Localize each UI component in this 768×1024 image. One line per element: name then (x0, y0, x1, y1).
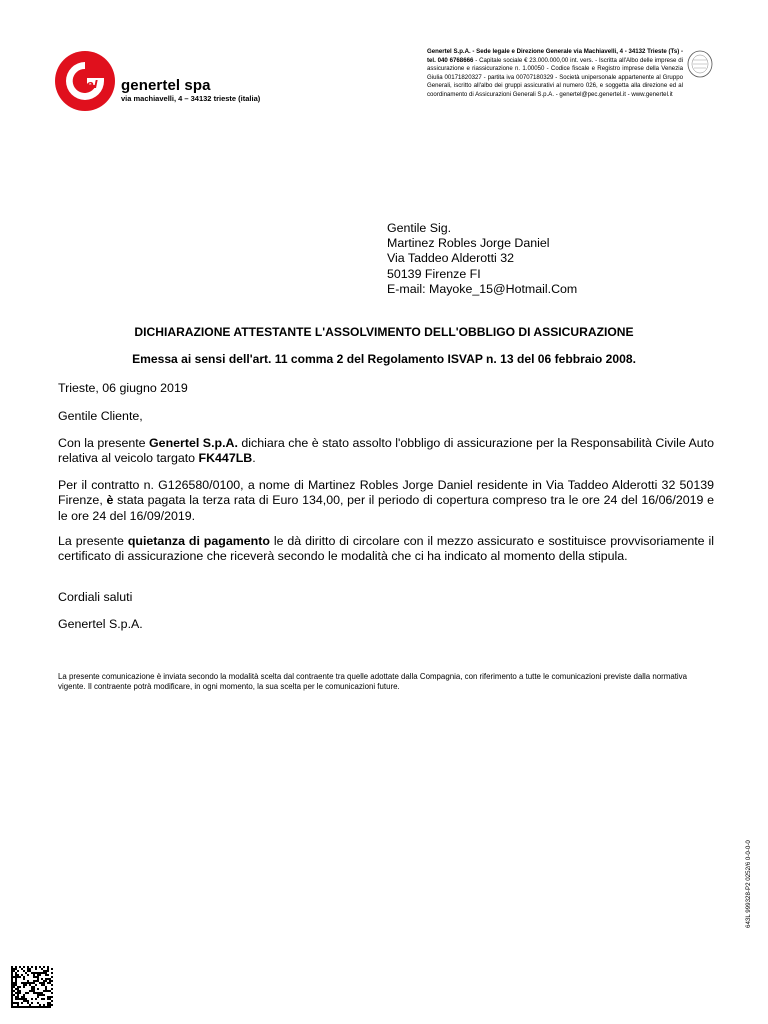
p2-text-a: Per il contratto n. G126580/0100, a nome di Martinez Robles Jorge Daniel residente in Via Taddeo Alderotti 32 50139 Firenze, (58, 478, 714, 508)
stamp-seal-icon (687, 49, 713, 79)
logo-mark (54, 50, 116, 112)
paragraph-receipt (58, 534, 714, 565)
legal-info (427, 48, 683, 100)
genertel-logo (54, 50, 116, 112)
letter-greeting: Gentile Cliente, (58, 409, 143, 423)
letter-date: Trieste, 06 giugno 2019 (58, 381, 188, 395)
letter-signature: Genertel S.p.A. (58, 617, 143, 631)
document-subtitle: Emessa ai sensi dell'art. 11 comma 2 del Regolamento ISVAP n. 13 del 06 febbraio 2008. (132, 352, 636, 366)
legal-info-text: - Capitale sociale € 23.000.000,00 int. vers. - Iscritta all'Albo delle imprese di assicurazione e riassicurazione n. 1.00050 - Codice fiscale e Registro imprese della Venezia Giulia 00171820327 - partita iva 00707180329 - Società unipersonale appartenente al Gruppo Generali, iscritto all'albo dei gruppi assicurativi al numero 026, e soggetta alla direzione ed al coordinamento di Assicurazioni Generali S.p.A. - genertel@pec.genertel.it - www.genertel.it (427, 56, 683, 98)
brand-name: genertel spa (121, 77, 211, 94)
recipient-block (387, 221, 577, 297)
paragraph-declaration (58, 436, 714, 467)
p2-text-b: stata pagata la terza rata di Euro 134,00, per il periodo di copertura compreso tra le ore 24 del 16/06/2019 e le ore 24 del 16/09/2019. (58, 493, 714, 523)
footer-note: La presente comunicazione è inviata secondo la modalità scelta dal contraente tra quelle adottate dalla Compagnia, con riferimento a tutte le comunicazioni previste dalla normativa vigente. Il contraente potrà modificare, in ogni momento, la sua scelta per le comunicazioni future. (58, 672, 687, 692)
recipient-street: Via Taddeo Alderotti 32 (387, 251, 514, 266)
legal-info-bold: Genertel S.p.A. - Sede legale e Direzione Generale via Machiavelli, 4 - 34132 Trieste (Ts) - tel. 040 6768666 (427, 48, 683, 64)
p3-bold: quietanza di pagamento (127, 534, 270, 548)
letter-closing: Cordiali saluti (58, 590, 133, 604)
brand-address: via machiavelli, 4 – 34132 trieste (italia) (121, 94, 261, 103)
paragraph-contract (58, 478, 714, 524)
document-title: DICHIARAZIONE ATTESTANTE L'ASSOLVIMENTO DELL'OBBLIGO DI ASSICURAZIONE (134, 325, 634, 339)
p3-text-a: La presente (58, 534, 128, 548)
recipient-city: 50139 Firenze FI (387, 266, 481, 281)
p1-text-c: . (252, 451, 256, 466)
recipient-name: Martinez Robles Jorge Daniel (387, 236, 550, 251)
p3-text-b: le dà diritto di circolare con il mezzo assicurato e sostituisce provvisoriamente il certificato di assicurazione che riceverà secondo le modalità che ci ha indicato al momento della stipula. (58, 534, 714, 564)
p1-text-b: dichiara che è stato assolto l'obbligo di assicurazione per la Responsabilità Civile Auto relativa al veicolo targato (58, 436, 715, 466)
side-code: 643L 999328-P2 0252/6 0-0-0-0 (745, 840, 752, 928)
p1-text-a: Con la presente (58, 436, 150, 450)
recipient-email: E-mail: Mayoke_15@Hotmail.Com (387, 281, 578, 296)
p1-company: Genertel S.p.A. (149, 436, 238, 450)
p2-bold: è (106, 493, 114, 508)
p1-plate: FK447LB (198, 451, 253, 466)
recipient-salutation: Gentile Sig. (387, 221, 452, 235)
logo-text-tel: tel (81, 78, 98, 91)
datamatrix-code-icon (11, 966, 53, 1008)
